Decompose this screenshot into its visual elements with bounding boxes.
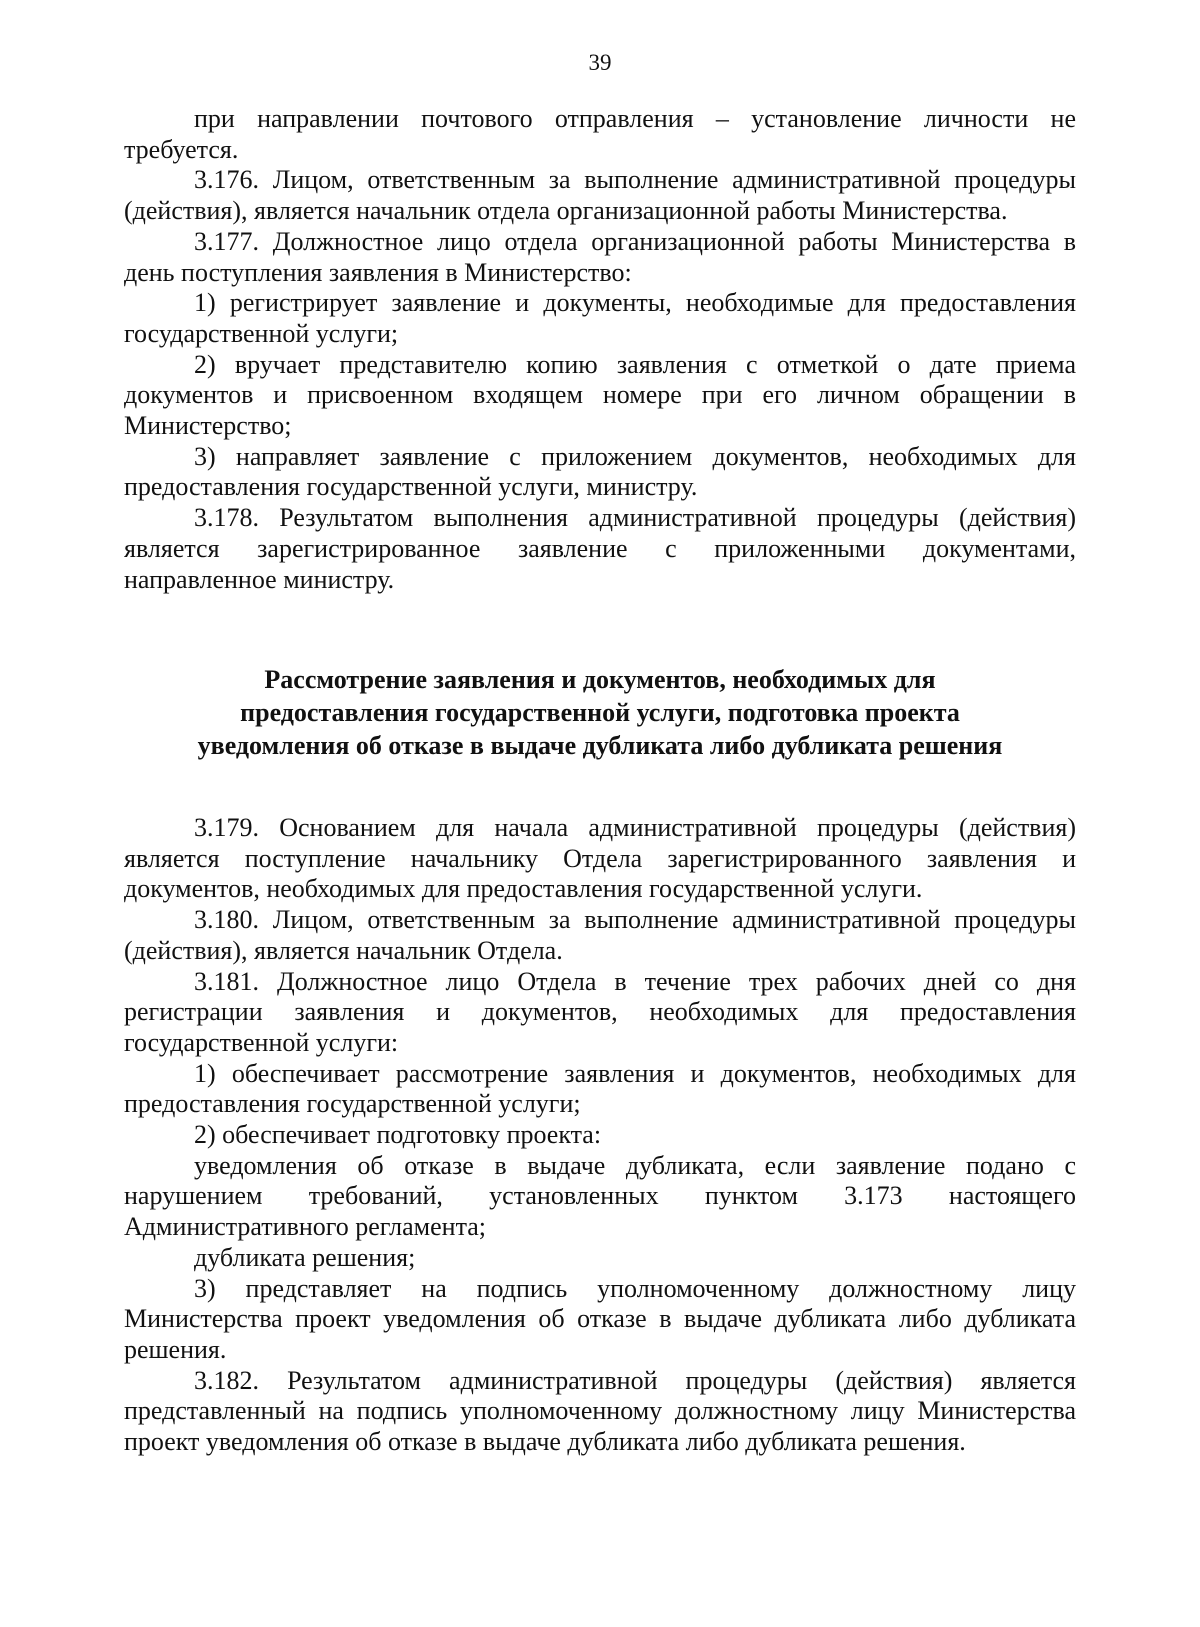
paragraph: 3.180. Лицом, ответственным за выполнение административной процедуры (действия), является начальник Отдела. (124, 905, 1076, 965)
paragraph: 3.176. Лицом, ответственным за выполнение административной процедуры (действия), является начальник отдела организационной работы Министерства. (124, 165, 1076, 226)
paragraph: 2) вручает представителю копию заявления с отметкой о дате приема документов и присвоенном входящем номере при его личном обращении в Министерство; (124, 349, 1076, 441)
paragraph: уведомления об отказе в выдаче дубликата, если заявление подано с нарушением требований, установленных пунктом 3.173 настоящего Административного регламента; (124, 1150, 1076, 1242)
section-heading (124, 663, 1076, 762)
paragraph: 2) обеспечивает подготовку проекта: (194, 1120, 602, 1150)
paragraph: при направлении почтового отправления – установление личности не требуется. (124, 104, 1076, 164)
paragraph: 3.181. Должностное лицо Отдела в течение трех рабочих дней со дня регистрации заявления и документов, необходимых для предоставления государственной услуги: (124, 966, 1076, 1057)
section-heading-line: Рассмотрение заявления и документов, необходимых для (264, 665, 936, 694)
text-block-bottom (124, 813, 1076, 1458)
paragraph: 3) представляет на подпись уполномоченному должностному лицу Министерства проект уведомления об отказе в выдаче дубликата либо дубликата решения. (124, 1273, 1076, 1364)
section-heading-line: предоставления государственной услуги, подготовка проекта (240, 698, 960, 727)
paragraph: 3) направляет заявление с приложением документов, необходимых для предоставления государственной услуги, министру. (124, 441, 1076, 502)
paragraph: 3.178. Результатом выполнения административной процедуры (действия) является зарегистрированное заявление с приложенными документами, направленное министру. (124, 503, 1076, 594)
paragraph: 3.179. Основанием для начала административной процедуры (действия) является поступление начальнику Отдела зарегистрированного заявления и документов, необходимых для предоставления государственной услуги. (124, 813, 1076, 904)
paragraph: 1) регистрирует заявление и документы, необходимые для предоставления государственной услуги; (124, 288, 1076, 348)
paragraph: дубликата решения; (194, 1242, 416, 1272)
page-number: 39 (588, 50, 612, 75)
paragraph: 3.177. Должностное лицо отдела организационной работы Министерства в день поступления заявления в Министерство: (124, 226, 1076, 287)
paragraph: 1) обеспечивает рассмотрение заявления и документов, необходимых для предоставления государственной услуги; (124, 1058, 1076, 1119)
paragraph: 3.182. Результатом административной процедуры (действия) является представленный на подпись уполномоченному должностному лицу Министерства проект уведомления об отказе в выдаче дубликата либо дубликата решения. (124, 1365, 1076, 1457)
section-heading-line: уведомления об отказе в выдаче дубликата либо дубликата решения (197, 731, 1003, 760)
text-block-top (124, 104, 1076, 595)
